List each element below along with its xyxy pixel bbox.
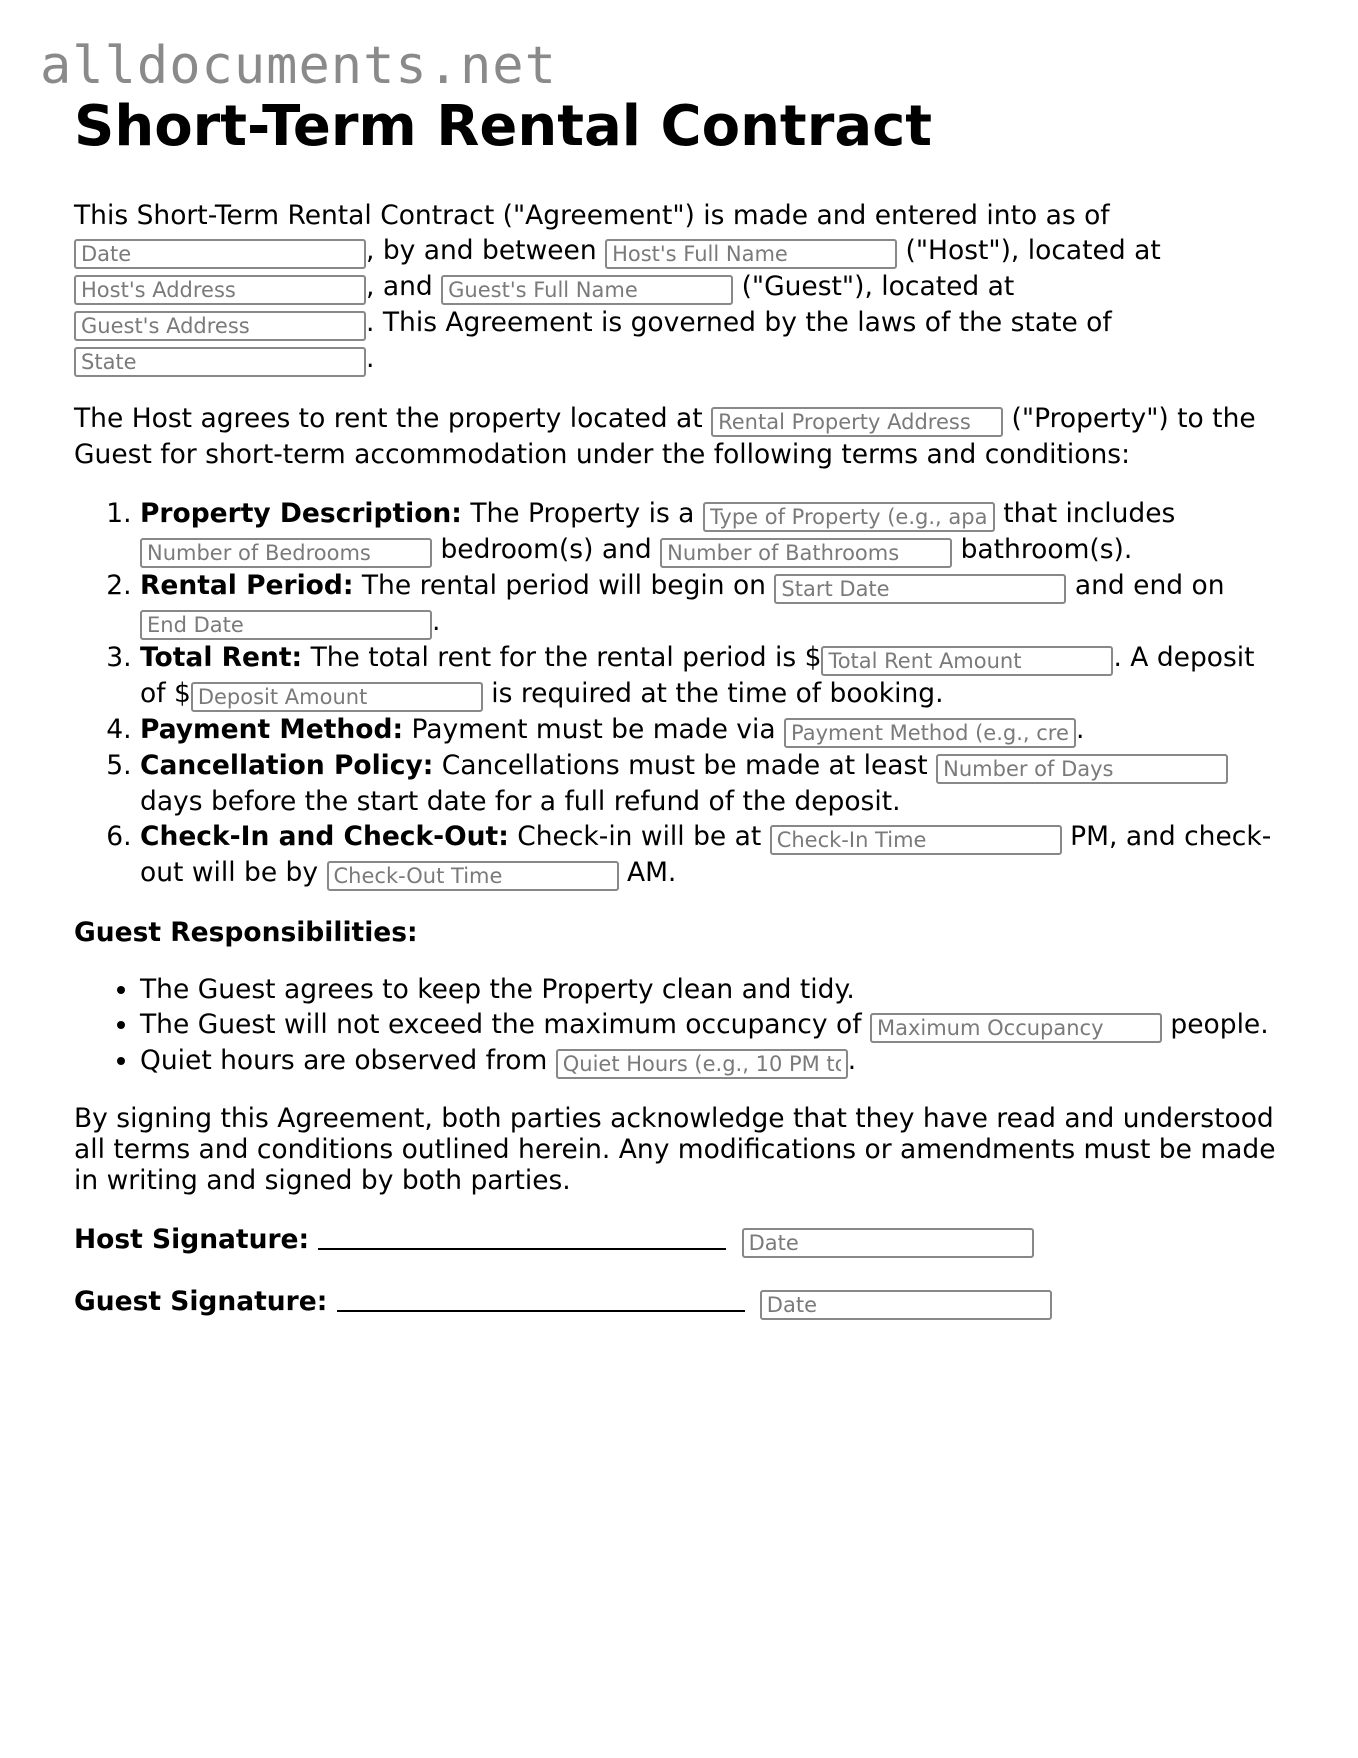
max-occupancy-input[interactable] xyxy=(870,1013,1162,1043)
term-text: is required at the time of booking. xyxy=(491,678,944,709)
guest-signature-date-input[interactable] xyxy=(760,1290,1052,1320)
term-text: Cancellations must be made at least xyxy=(441,750,928,781)
deposit-amount-input[interactable] xyxy=(191,682,483,712)
term-label: Check-In and Check-Out: xyxy=(140,821,509,852)
intro-text: ("Host"), located at xyxy=(905,235,1161,266)
property-text: ("Property") to the Guest for short-term accommodation under the following terms and conditions: xyxy=(74,403,1256,470)
guest-name-input[interactable] xyxy=(441,275,733,305)
term-text: bathroom(s). xyxy=(960,534,1133,565)
state-input[interactable] xyxy=(74,347,366,377)
watermark: alldocuments.net xyxy=(40,36,557,96)
host-signature-label: Host Signature: xyxy=(74,1224,310,1255)
property-text: The Host agrees to rent the property located at xyxy=(74,403,703,434)
property-paragraph xyxy=(74,401,1284,472)
guest-signature-row xyxy=(74,1284,1284,1320)
responsibility-text: The Guest agrees to keep the Property clean and tidy. xyxy=(140,974,855,1005)
term-total-rent xyxy=(140,640,1284,712)
document xyxy=(74,92,1284,1346)
guest-signature-line[interactable] xyxy=(337,1310,745,1312)
intro-text: This Short-Term Rental Contract ("Agreement") is made and entered into as of xyxy=(74,200,1110,231)
check-out-time-input[interactable] xyxy=(327,861,619,891)
host-name-input[interactable] xyxy=(605,239,897,269)
guest-responsibilities-heading: Guest Responsibilities: xyxy=(74,917,418,948)
term-text: . xyxy=(1076,714,1085,745)
term-text: The total rent for the rental period is $ xyxy=(310,642,822,673)
term-text: . xyxy=(432,606,441,637)
term-label: Payment Method: xyxy=(140,714,404,745)
responsibility-item xyxy=(140,1007,1284,1043)
rental-property-address-input[interactable] xyxy=(711,407,1003,437)
term-property-description xyxy=(140,496,1284,568)
agreement-date-input[interactable] xyxy=(74,239,366,269)
end-date-input[interactable] xyxy=(140,610,432,640)
responsibilities-list xyxy=(74,972,1284,1079)
responsibility-text: people. xyxy=(1170,1009,1269,1040)
term-label: Property Description: xyxy=(140,498,462,529)
term-text: and end on xyxy=(1074,570,1225,601)
responsibility-text: . xyxy=(847,1045,857,1076)
start-date-input[interactable] xyxy=(774,574,1066,604)
intro-paragraph xyxy=(74,198,1284,377)
guest-signature-label: Guest Signature: xyxy=(74,1286,328,1317)
term-check-in-out xyxy=(140,819,1284,891)
host-signature-date-input[interactable] xyxy=(742,1228,1034,1258)
host-address-input[interactable] xyxy=(74,275,366,305)
check-in-time-input[interactable] xyxy=(770,825,1062,855)
payment-method-input[interactable] xyxy=(784,718,1076,748)
term-text: The rental period will begin on xyxy=(361,570,766,601)
intro-text: , and xyxy=(366,271,433,302)
intro-text: , by and between xyxy=(366,235,597,266)
host-signature-line[interactable] xyxy=(318,1248,726,1250)
terms-list xyxy=(74,496,1284,891)
cancellation-days-input[interactable] xyxy=(936,754,1228,784)
term-cancellation-policy xyxy=(140,748,1284,819)
term-text: The Property is a xyxy=(470,498,695,529)
page-title: Short-Term Rental Contract xyxy=(74,94,933,159)
total-rent-input[interactable] xyxy=(821,646,1113,676)
responsibility-item xyxy=(140,972,1284,1007)
term-text: . A deposit of $ xyxy=(140,642,1255,709)
term-text: Payment must be made via xyxy=(411,714,776,745)
term-text: days before the start date for a full refund of the deposit. xyxy=(140,786,901,817)
property-type-input[interactable] xyxy=(703,502,995,532)
term-rental-period xyxy=(140,568,1284,640)
term-text: Check-in will be at xyxy=(517,821,762,852)
closing-paragraph: By signing this Agreement, both parties acknowledge that they have read and understood all terms and conditions outlined herein. Any modifications or amendments must be made in writing and signed by both parties. xyxy=(74,1103,1276,1196)
responsibility-text: The Guest will not exceed the maximum occupancy of xyxy=(140,1009,862,1040)
responsibility-item xyxy=(140,1043,1284,1079)
intro-text: ("Guest"), located at xyxy=(741,271,1015,302)
responsibility-text: Quiet hours are observed from xyxy=(140,1045,548,1076)
quiet-hours-input[interactable] xyxy=(556,1049,848,1079)
guest-address-input[interactable] xyxy=(74,311,366,341)
term-label: Total Rent: xyxy=(140,642,303,673)
term-text: AM. xyxy=(626,857,677,888)
term-text: bedroom(s) and xyxy=(440,534,652,565)
intro-text: . This Agreement is governed by the laws of the state of xyxy=(366,307,1112,338)
bedrooms-input[interactable] xyxy=(140,538,432,568)
intro-text: . xyxy=(366,343,375,374)
term-payment-method xyxy=(140,712,1284,748)
term-label: Cancellation Policy: xyxy=(140,750,434,781)
term-text: that includes xyxy=(1003,498,1176,529)
term-text: PM, and check-out will be by xyxy=(140,821,1272,888)
bathrooms-input[interactable] xyxy=(660,538,952,568)
host-signature-row xyxy=(74,1222,1284,1258)
term-label: Rental Period: xyxy=(140,570,354,601)
